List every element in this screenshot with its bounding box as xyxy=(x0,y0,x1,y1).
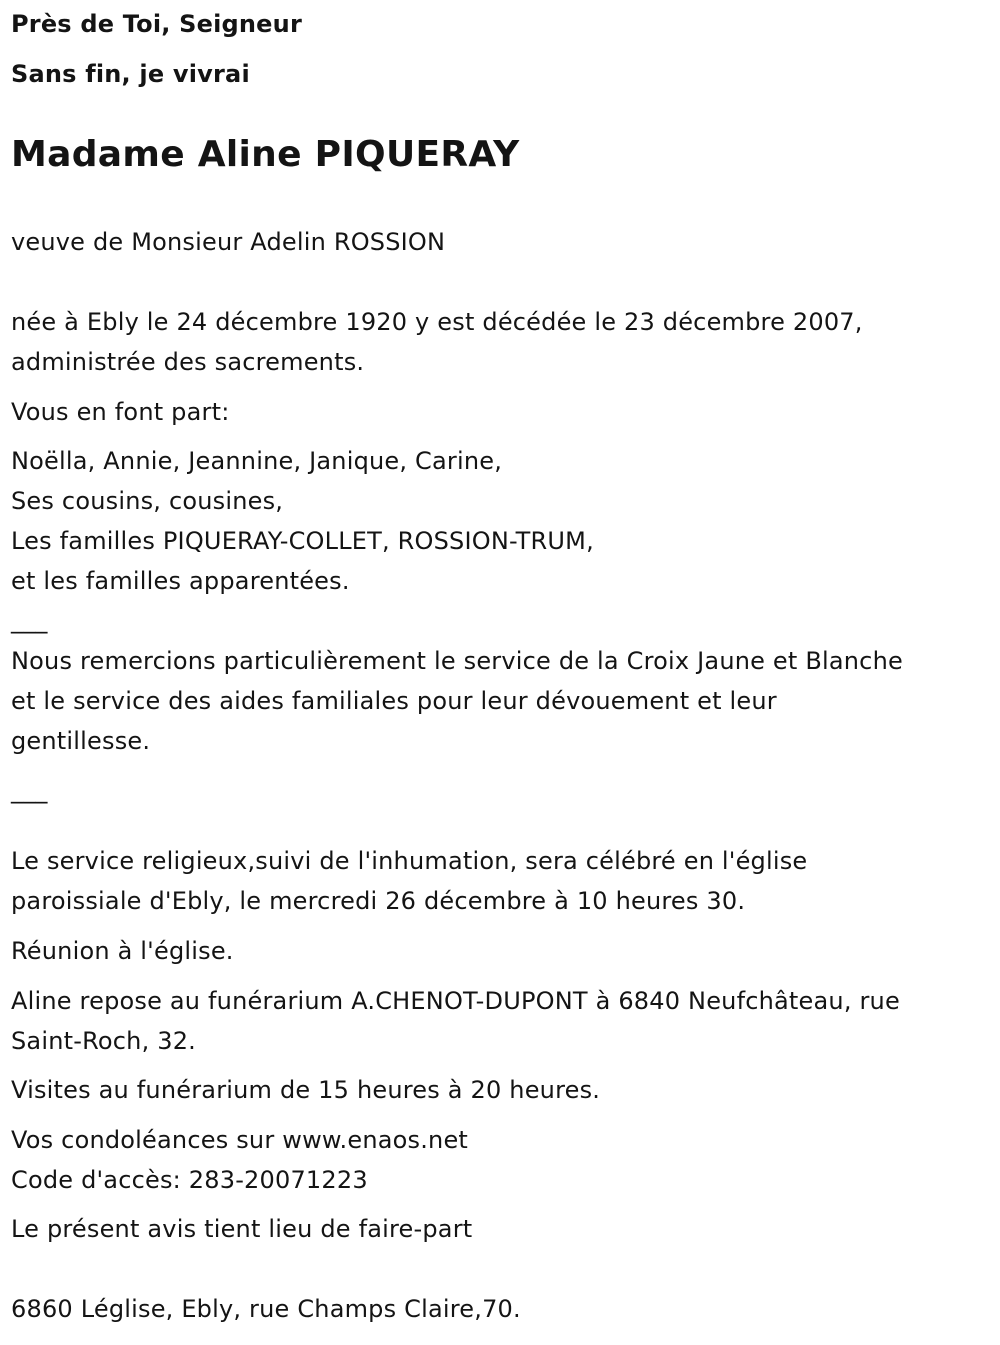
condolences-line-1: Vos condoléances sur www.enaos.net xyxy=(11,1126,469,1154)
separator-1: ___ xyxy=(11,606,48,634)
thanks-line-3: gentillesse. xyxy=(11,727,151,755)
condolences-line-2: Code d'accès: 283-20071223 xyxy=(11,1166,368,1194)
verse-line-1: Près de Toi, Seigneur xyxy=(11,10,302,38)
family-line-3: Les familles PIQUERAY-COLLET, ROSSION-TRUM, xyxy=(11,527,594,555)
family-line-1: Noëlla, Annie, Jeannine, Janique, Carine, xyxy=(11,447,503,475)
deceased-name: Madame Aline PIQUERAY xyxy=(11,134,520,175)
birth-death-line-2: administrée des sacrements. xyxy=(11,348,365,376)
meeting-line: Réunion à l'église. xyxy=(11,937,234,965)
family-intro: Vous en font part: xyxy=(11,398,230,426)
service-line-2: paroissiale d'Ebly, le mercredi 26 décembre à 10 heures 30. xyxy=(11,887,746,915)
thanks-line-1: Nous remercions particulièrement le service de la Croix Jaune et Blanche xyxy=(11,647,903,675)
visits-line: Visites au funérarium de 15 heures à 20 heures. xyxy=(11,1076,601,1104)
family-line-4: et les familles apparentées. xyxy=(11,567,350,595)
repose-line-2: Saint-Roch, 32. xyxy=(11,1027,197,1055)
notice-line: Le présent avis tient lieu de faire-part xyxy=(11,1215,473,1243)
repose-line-1: Aline repose au funérarium A.CHENOT-DUPONT à 6840 Neufchâteau, rue xyxy=(11,987,900,1015)
verse-line-2: Sans fin, je vivrai xyxy=(11,60,250,88)
thanks-line-2: et le service des aides familiales pour leur dévouement et leur xyxy=(11,687,777,715)
family-line-2: Ses cousins, cousines, xyxy=(11,487,284,515)
address-line: 6860 Léglise, Ebly, rue Champs Claire,70. xyxy=(11,1295,521,1323)
birth-death-line-1: née à Ebly le 24 décembre 1920 y est décédée le 23 décembre 2007, xyxy=(11,308,863,336)
spouse-line: veuve de Monsieur Adelin ROSSION xyxy=(11,228,446,256)
separator-2: ___ xyxy=(11,776,48,804)
service-line-1: Le service religieux,suivi de l'inhumation, sera célébré en l'église xyxy=(11,847,808,875)
